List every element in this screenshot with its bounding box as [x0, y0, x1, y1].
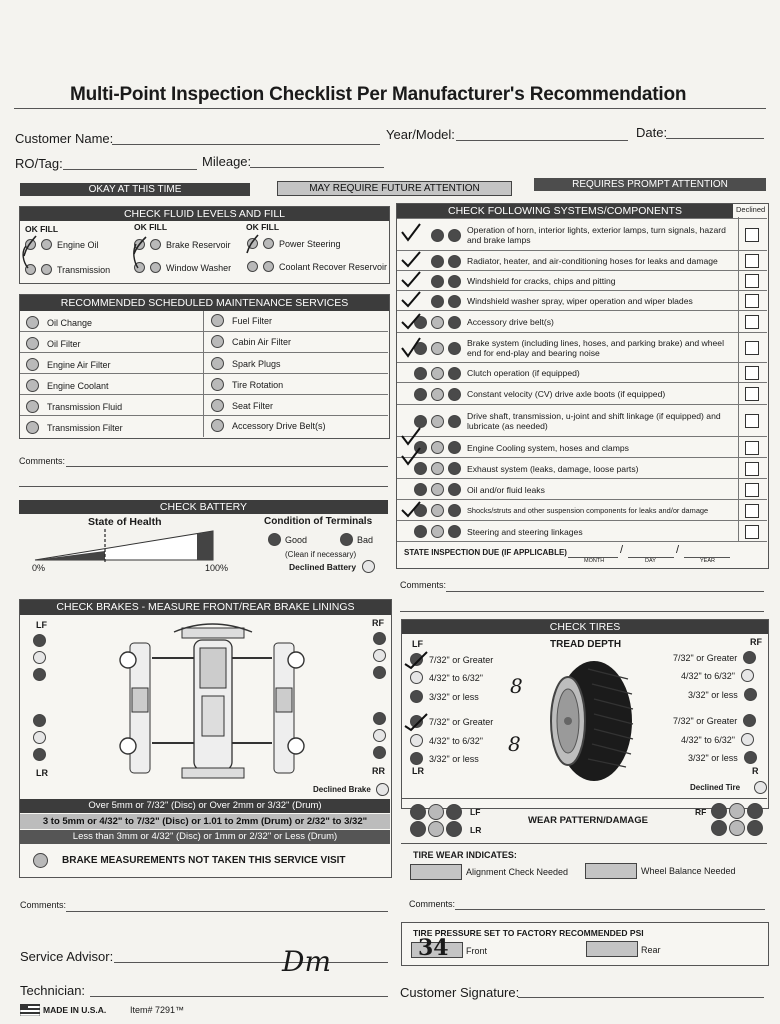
declined-checkbox	[745, 274, 759, 288]
fluid-label: Power Steering	[279, 238, 341, 249]
brake-not-taken[interactable]: BRAKE MEASUREMENTS NOT TAKEN THIS SERVICE VISIT	[33, 853, 346, 868]
declined-checkbox	[745, 294, 759, 308]
customer-signature-label: Customer Signature:	[400, 985, 520, 1000]
maint-transmission-filter[interactable]: Transmission Filter	[26, 421, 123, 434]
comments-field-right[interactable]	[446, 577, 764, 592]
customer-name-field[interactable]	[112, 130, 380, 145]
comments-field-left[interactable]	[66, 452, 388, 467]
fluids-title: CHECK FLUID LEVELS AND FILL	[20, 207, 389, 221]
system-row-9[interactable]: Engine Cooling system, hoses and clamps	[397, 436, 767, 458]
battery-pct-100: 100%	[205, 563, 229, 573]
maint-cabin-air-filter[interactable]: Cabin Air Filter	[211, 335, 291, 348]
tread-depth-label: TREAD DEPTH	[550, 639, 622, 650]
service-advisor-label: Service Advisor:	[20, 949, 114, 964]
wear-rf-circles[interactable]	[711, 803, 763, 819]
legend-future: MAY REQUIRE FUTURE ATTENTION	[277, 181, 512, 196]
battery-title-bar	[19, 500, 388, 514]
brake-lr-circles[interactable]	[33, 714, 46, 761]
declined-battery[interactable]: Declined Battery	[289, 560, 375, 573]
balance-label: Wheel Balance Needed	[641, 866, 736, 876]
alignment-checkbox[interactable]	[410, 864, 462, 880]
page-title: Multi-Point Inspection Checklist Per Manufacturer's Recommendation	[70, 84, 687, 105]
front-psi-value: 34	[418, 935, 449, 961]
brake-rr-circles[interactable]	[373, 712, 386, 759]
year-label: YEAR	[700, 558, 715, 564]
tire-lf-label: LF	[412, 639, 423, 649]
item-number: Item# 7291™	[130, 1005, 185, 1015]
hand-mark-front: 8	[510, 674, 523, 698]
alignment-label: Alignment Check Needed	[466, 867, 569, 877]
maint-engine-coolant[interactable]: Engine Coolant	[26, 379, 109, 392]
declined-checkbox	[745, 254, 759, 268]
battery-title: CHECK BATTERY	[19, 500, 388, 514]
systems-sep	[397, 541, 767, 542]
comments-field-tires[interactable]	[455, 895, 765, 910]
tire-rr-depth-low[interactable]: 3/32" or less	[688, 751, 757, 764]
terminal-bad[interactable]: Bad	[340, 533, 373, 546]
tire-rf-label: RF	[750, 637, 762, 647]
declined-checkbox	[745, 366, 759, 380]
wear-lf-label: LF	[470, 807, 481, 817]
declined-checkbox	[745, 441, 759, 455]
declined-checkbox	[745, 483, 759, 497]
tire-lf-depth-good[interactable]: 7/32" or Greater	[410, 653, 493, 666]
fluid-label: Engine Oil	[57, 239, 99, 250]
rear-psi-field[interactable]	[586, 941, 638, 957]
declined-checkbox	[745, 462, 759, 476]
maint-fuel-filter[interactable]: Fuel Filter	[211, 314, 272, 327]
tire-rf-depth-good[interactable]: 7/32" or Greater	[673, 651, 756, 664]
declined-tire-label: Declined Tire	[690, 783, 741, 792]
technician-label: Technician:	[20, 983, 86, 998]
year-model-field[interactable]	[456, 126, 628, 141]
chassis-diagram	[112, 618, 312, 790]
terminals-label: Condition of Terminals	[264, 516, 373, 527]
battery-health-gauge	[33, 527, 215, 565]
legend-okay: OKAY AT THIS TIME	[20, 183, 250, 196]
wear-lf-circles[interactable]	[410, 804, 462, 820]
brake-lf-label: LF	[36, 620, 47, 630]
date-slash: /	[676, 544, 680, 556]
wear-rr-circles[interactable]	[711, 820, 763, 836]
system-row-5[interactable]: Brake system (including lines, hoses, and parking brake) and wheel end for end-play and bearing noise	[397, 332, 767, 363]
maint-sep	[20, 415, 388, 416]
brake-band-good: Over 5mm or 7/32" (Disc) or Over 2mm or 3/32" (Drum)	[20, 799, 390, 813]
declined-checkbox	[745, 414, 759, 428]
declined-checkbox	[745, 341, 759, 355]
customer-signature-field[interactable]	[518, 983, 764, 998]
system-row-1[interactable]: Radiator, heater, and air-conditioning hoses for leaks and damage	[397, 250, 767, 271]
rear-label: Rear	[641, 945, 661, 955]
date-field[interactable]	[666, 124, 764, 139]
made-in-usa: MADE IN U.S.A.	[43, 1005, 107, 1015]
system-row-2[interactable]: Windshield for cracks, chips and pitting	[397, 270, 767, 291]
tire-illustration	[548, 659, 634, 783]
tire-r-label: R	[752, 766, 759, 776]
tire-lf-depth-low[interactable]: 3/32" or less	[410, 690, 479, 703]
declined-checkbox	[745, 504, 759, 518]
date-slash: /	[620, 544, 624, 556]
system-row-8[interactable]: Drive shaft, transmission, u-joint and shift linkage (if equipped) and lubricate (as needed)	[397, 404, 767, 437]
systems-title: CHECK FOLLOWING SYSTEMS/COMPONENTS	[397, 204, 733, 218]
maint-engine-air-filter[interactable]: Engine Air Filter	[26, 358, 111, 371]
system-row-7[interactable]: Constant velocity (CV) drive axle boots (if equipped)	[397, 382, 767, 405]
tire-wear-indicates: TIRE WEAR INDICATES:	[413, 850, 517, 860]
system-row-4[interactable]: Accessory drive belt(s)	[397, 310, 767, 333]
tire-rf-depth-mid[interactable]: 4/32" to 6/32"	[681, 669, 754, 682]
system-row-6[interactable]: Clutch operation (if equipped)	[397, 362, 767, 383]
maint-sep	[20, 394, 388, 395]
state-inspection-label: STATE INSPECTION DUE (IF APPLICABLE)	[404, 548, 567, 557]
declined-brake[interactable]: Declined Brake	[313, 783, 389, 796]
brakes-title: CHECK BRAKES - MEASURE FRONT/REAR BRAKE LININGS	[20, 600, 391, 615]
ok-fill-label-2: OK FILL	[134, 222, 168, 232]
system-row-3[interactable]: Windshield washer spray, wiper operation and wiper blades	[397, 290, 767, 311]
comments-field-right-2[interactable]	[400, 597, 764, 612]
ok-fill-label-1: OK FILL	[25, 224, 59, 234]
date-label: Date:	[636, 125, 668, 140]
maint-sep	[20, 352, 388, 353]
brake-band-future: 3 to 5mm or 4/32" to 7/32" (Disc) or 1.01 to 2mm (Drum) or 2/32" to 3/32"	[20, 814, 390, 829]
wear-lr-circles[interactable]	[410, 821, 462, 837]
maint-sep	[20, 331, 388, 332]
fluid-check-marks	[18, 228, 288, 278]
mileage-label: Mileage:	[202, 154, 252, 169]
inspection-year-field[interactable]	[684, 547, 730, 558]
maint-spark-plugs[interactable]: Spark Plugs	[211, 357, 281, 370]
maint-oil-change[interactable]: Oil Change	[26, 316, 92, 329]
declined-checkbox	[745, 387, 759, 401]
fluid-label: Transmission	[57, 264, 111, 275]
legend-prompt: REQUIRES PROMPT ATTENTION	[534, 178, 766, 191]
comments-label-left: Comments:	[19, 456, 66, 466]
technician-field[interactable]	[90, 982, 388, 997]
brake-lf-circles[interactable]	[33, 634, 46, 681]
maint-transmission-fluid[interactable]: Transmission Fluid	[26, 400, 122, 413]
maint-divider	[203, 311, 204, 437]
terminal-clean-note: (Clean if necessary)	[285, 550, 357, 559]
maint-oil-filter[interactable]: Oil Filter	[26, 337, 81, 350]
title-rule	[14, 108, 766, 109]
comments-label-tires: Comments:	[409, 899, 456, 909]
customer-name-label: Customer Name:	[15, 131, 114, 146]
fluid-label: Window Washer	[166, 262, 232, 273]
wear-lr-label: LR	[470, 825, 482, 835]
comments-label-right: Comments:	[400, 580, 447, 590]
year-model-label: Year/Model:	[386, 127, 455, 142]
brake-lr-label: LR	[36, 768, 48, 778]
systems-declined-header: Declined	[736, 205, 766, 214]
tire-lr-depth-good[interactable]: 7/32" or Greater	[410, 715, 493, 728]
comments-label-brakes: Comments:	[20, 900, 67, 910]
wear-pattern-label: WEAR PATTERN/DAMAGE	[528, 815, 648, 826]
fluid-label: Coolant Recover Reservoir	[279, 261, 388, 272]
tire-rr-depth-mid[interactable]: 4/32" to 6/32"	[681, 733, 754, 746]
system-row-13[interactable]: Steering and steering linkages	[397, 520, 767, 542]
declined-tire-radio[interactable]	[754, 781, 767, 794]
tire-lr-label: LR	[412, 766, 424, 776]
maintenance-title: RECOMMENDED SCHEDULED MAINTENANCE SERVICES	[20, 295, 389, 311]
system-row-10[interactable]: Exhaust system (leaks, damage, loose parts)	[397, 457, 767, 479]
brake-rf-circles[interactable]	[373, 632, 386, 679]
terminal-good[interactable]: Good	[268, 533, 307, 546]
tire-lf-depth-mid[interactable]: 4/32" to 6/32"	[410, 671, 483, 684]
tire-rr-depth-good[interactable]: 7/32" or Greater	[673, 714, 756, 727]
tire-lr-depth-mid[interactable]: 4/32" to 6/32"	[410, 734, 483, 747]
inspection-day-field[interactable]	[628, 547, 674, 558]
maint-tire-rotation[interactable]: Tire Rotation	[211, 378, 283, 391]
system-row-11[interactable]: Oil and/or fluid leaks	[397, 478, 767, 500]
month-label: MONTH	[584, 558, 605, 564]
comments-field-left-2[interactable]	[19, 472, 388, 487]
battery-pct-0: 0%	[32, 563, 46, 573]
comments-field-brakes[interactable]	[66, 897, 388, 912]
tire-lr-depth-low[interactable]: 3/32" or less	[410, 752, 479, 765]
tires-title: CHECK TIRES	[402, 620, 768, 634]
brake-band-prompt: Less than 3mm or 4/32" (Disc) or 1mm or 2/32" or Less (Drum)	[20, 830, 390, 844]
ro-tag-field[interactable]	[63, 155, 197, 170]
tire-rf-depth-low[interactable]: 3/32" or less	[688, 688, 757, 701]
tire-pressure-label: TIRE PRESSURE SET TO FACTORY RECOMMENDED PSI	[413, 928, 644, 938]
tires-sep-2	[401, 843, 767, 844]
balance-checkbox[interactable]	[585, 863, 637, 879]
maint-accessory-belt[interactable]: Accessory Drive Belt(s)	[211, 419, 326, 432]
tire-check-marks	[403, 646, 433, 736]
system-row-12[interactable]: Shocks/struts and other suspension components for leaks and/or damage	[397, 499, 767, 521]
service-advisor-field[interactable]	[114, 948, 388, 963]
inspection-month-field[interactable]	[568, 547, 618, 558]
fluid-label: Brake Reservoir	[166, 239, 231, 250]
advisor-signature: Dm	[282, 945, 331, 978]
ok-fill-label-3: OK FILL	[246, 222, 280, 232]
hand-mark-rear: 8	[508, 732, 521, 756]
battery-state-label: State of Health	[88, 516, 162, 528]
maint-sep	[20, 373, 388, 374]
wear-rf-label: RF	[695, 807, 707, 817]
declined-checkbox	[745, 228, 759, 242]
maint-seat-filter[interactable]: Seat Filter	[211, 399, 273, 412]
tires-sep	[401, 798, 767, 799]
flag-icon	[20, 1004, 40, 1016]
declined-checkbox	[745, 315, 759, 329]
brake-rr-label: RR	[372, 766, 385, 776]
declined-checkbox	[745, 525, 759, 539]
front-label: Front	[466, 946, 488, 956]
brake-rf-label: RF	[372, 618, 384, 628]
ro-tag-label: RO/Tag:	[15, 156, 63, 171]
system-row-0[interactable]: Operation of horn, interior lights, exterior lamps, turn signals, hazard and brake lamps	[397, 218, 767, 251]
mileage-field[interactable]	[250, 153, 384, 168]
day-label: DAY	[645, 558, 656, 564]
systems-check-marks	[398, 220, 428, 530]
